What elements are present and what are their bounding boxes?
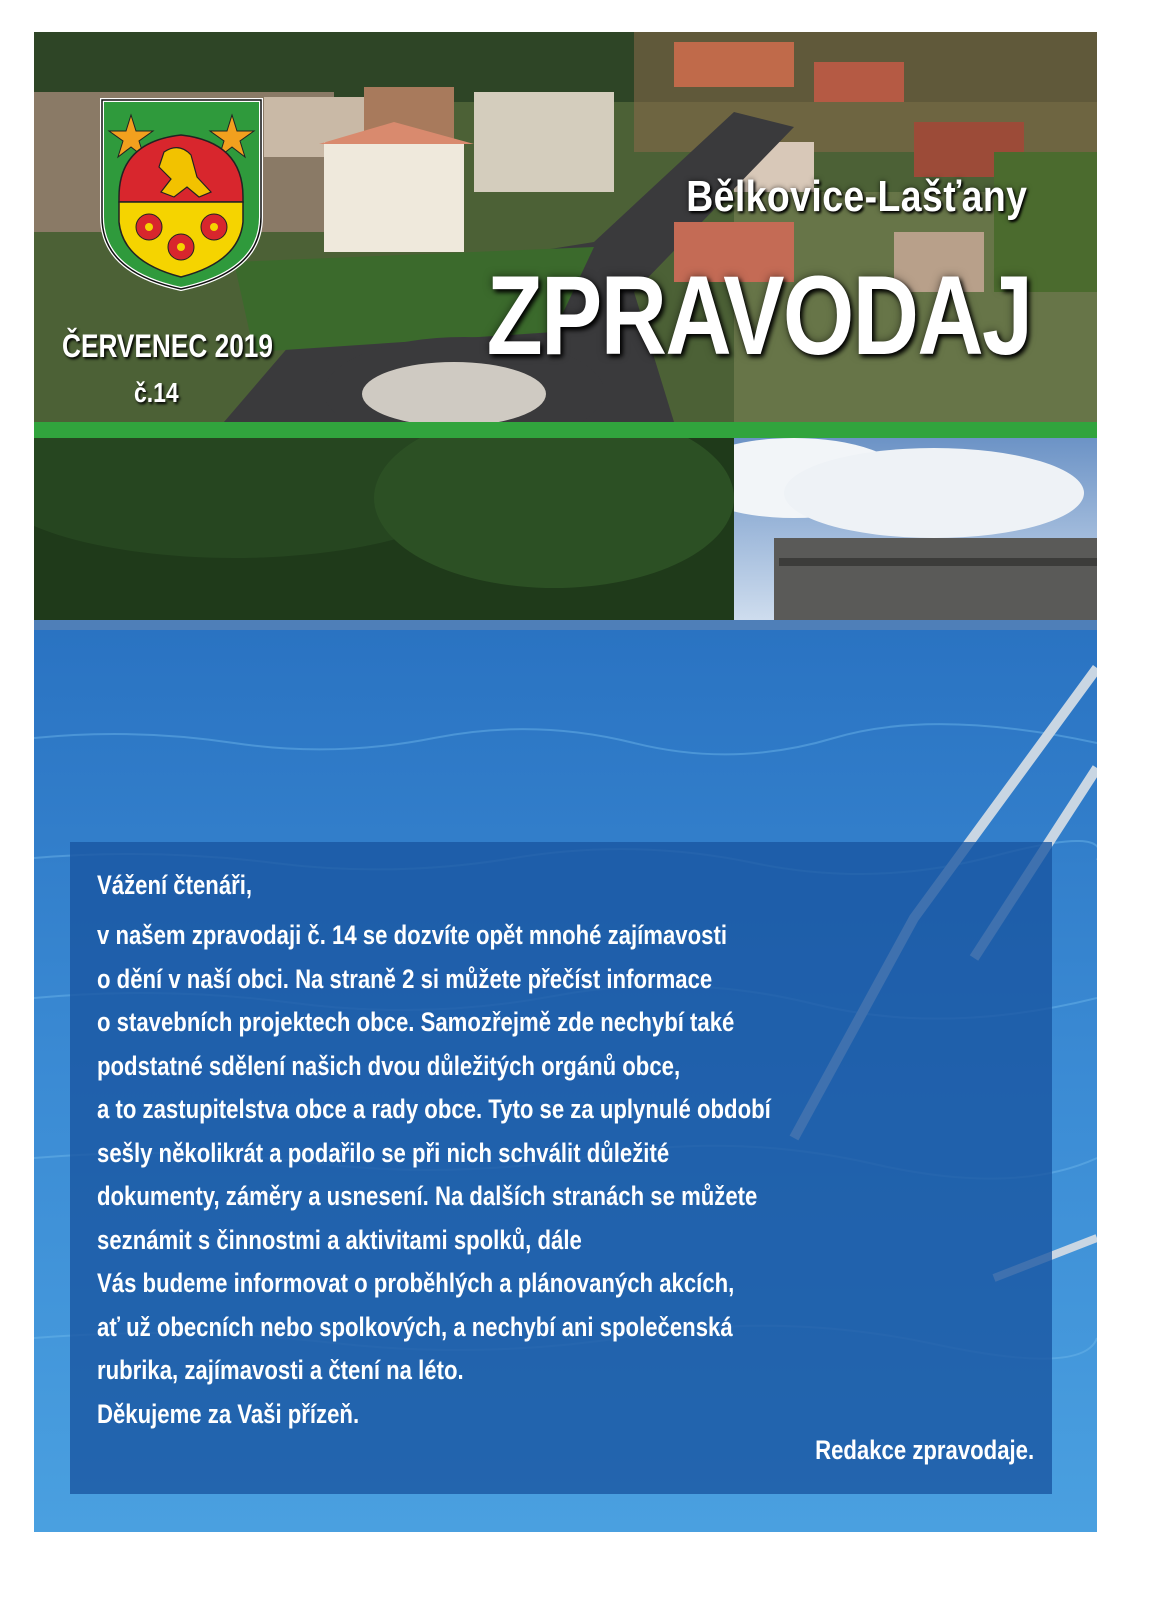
coat-of-arms-icon [99, 97, 264, 292]
letter-signature: Redakce zpravodaje. [814, 1435, 1034, 1465]
letter-line: dokumenty, záměry a usnesení. Na dalších stranách se můžete [97, 1181, 758, 1211]
letter-line: ať už obecních nebo spolkových, a nechybí ani společenská [97, 1311, 733, 1342]
letter-line: rubrika, zajímavosti a čtení na léto. [97, 1355, 464, 1385]
letter-greeting: Vážení čtenáři, [97, 870, 253, 900]
letter-line: Děkujeme za Vaši přízeň. [97, 1398, 360, 1429]
letter-line: a to zastupitelstva obce a rady obce. Tyto se za uplynulé období [97, 1094, 771, 1124]
letter-line: v našem zpravodaji č. 14 se dozvíte opět mnohé zajímavosti [97, 920, 727, 950]
letter-line: podstatné sdělení našich dvou důležitých orgánů obce, [97, 1050, 681, 1081]
green-divider [34, 422, 1097, 438]
letter-line: Vás budeme informovat o proběhlých a plánovaných akcích, [97, 1268, 735, 1298]
letter-body [97, 914, 958, 1436]
issue-date: ČERVENEC 2019 [62, 328, 273, 364]
header-aerial-photo [34, 32, 1097, 422]
letter-line: o stavebních projektech obce. Samozřejmě zde nechybí také [97, 1007, 735, 1037]
newsletter-title: ZPRAVODAJ [486, 253, 1031, 378]
editorial-box [70, 842, 1052, 1494]
issue-number: č.14 [134, 377, 179, 408]
village-name: Bělkovice-Lašťany [685, 172, 1027, 221]
letter-line: o dění v naší obci. Na straně 2 si můžete přečíst informace [97, 963, 713, 994]
letter-line: seznámit s činnostmi a aktivitami spolků, dále [97, 1224, 582, 1255]
letter-line: sešly několikrát a podařilo se při nich schválit důležité [97, 1137, 670, 1168]
